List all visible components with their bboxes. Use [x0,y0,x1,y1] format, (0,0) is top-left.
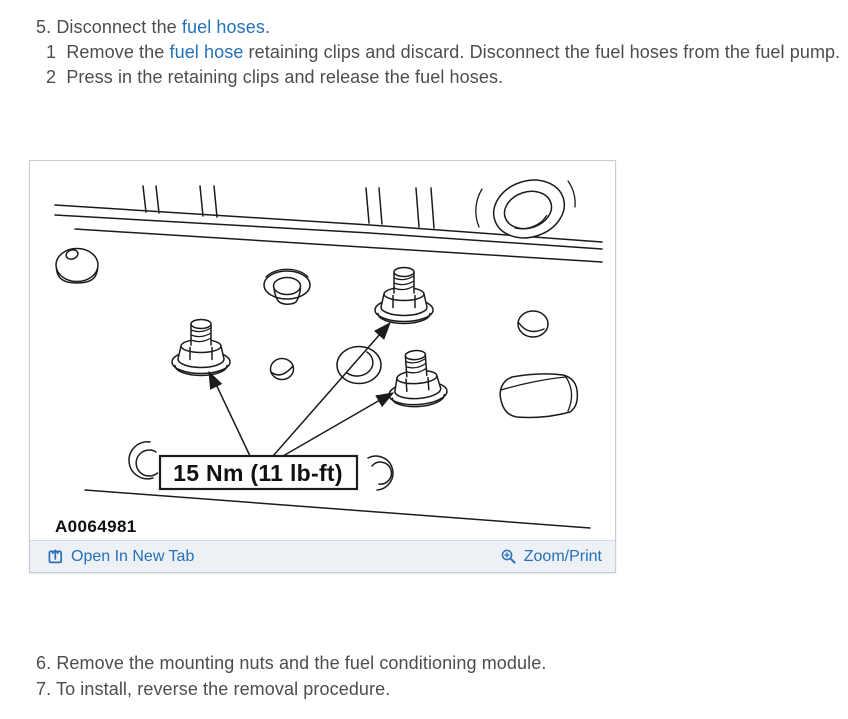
knob [56,248,98,283]
fuel-hoses-link[interactable]: fuel hoses [181,17,265,37]
step-number: 7. [36,679,56,699]
zoom-print-label: Zoom/Print [523,547,602,565]
zoom-print-link[interactable] [500,548,602,565]
technical-diagram [30,161,615,541]
ring-hole [337,347,381,384]
instruction-step-6 [36,650,848,676]
substep-number: 1 [46,42,67,62]
magnifier-plus-icon [500,548,517,565]
step-number: 6. [36,653,57,673]
bottom-edge-line [85,490,590,528]
instruction-step-5 [36,15,848,40]
open-in-new-tab-link[interactable] [47,548,194,565]
tube-lines [143,186,434,228]
torque-label [160,456,357,489]
step-text: To install, reverse the removal procedure. [56,679,391,699]
ring-port [476,171,575,247]
figure-panel [29,160,616,573]
instruction-substep-1 [46,40,848,65]
torque-label-text: 15 Nm (11 lb-ft) [173,460,343,486]
fuel-hose-link[interactable]: fuel hose [169,42,244,62]
open-in-new-tab-icon [47,548,64,565]
countersunk-hole [264,269,310,304]
step-number: 5. [36,17,57,37]
bottom-instructions [0,650,848,702]
step-text: . [264,17,271,37]
ball-plug [518,311,548,337]
substep-text: Remove the [66,42,170,62]
callout-arrows [209,323,393,456]
substep-number: 2 [46,67,67,87]
instruction-substep-2 [46,65,848,90]
small-hole [271,359,294,380]
step-text: Remove the mounting nuts and the fuel conditioning module. [56,653,547,673]
substep-text: retaining clips and discard. Disconnect the fuel hoses from the fuel pump. [243,42,841,62]
open-in-new-tab-label: Open In New Tab [71,547,195,565]
instruction-step-7 [36,676,848,702]
figure-footer [30,540,615,572]
figure-id-label: A0064981 [55,517,137,536]
substep-text: Press in the retaining clips and release the fuel hoses. [66,67,504,87]
step-text: Disconnect the [56,17,182,37]
rounded-pad [500,374,577,418]
